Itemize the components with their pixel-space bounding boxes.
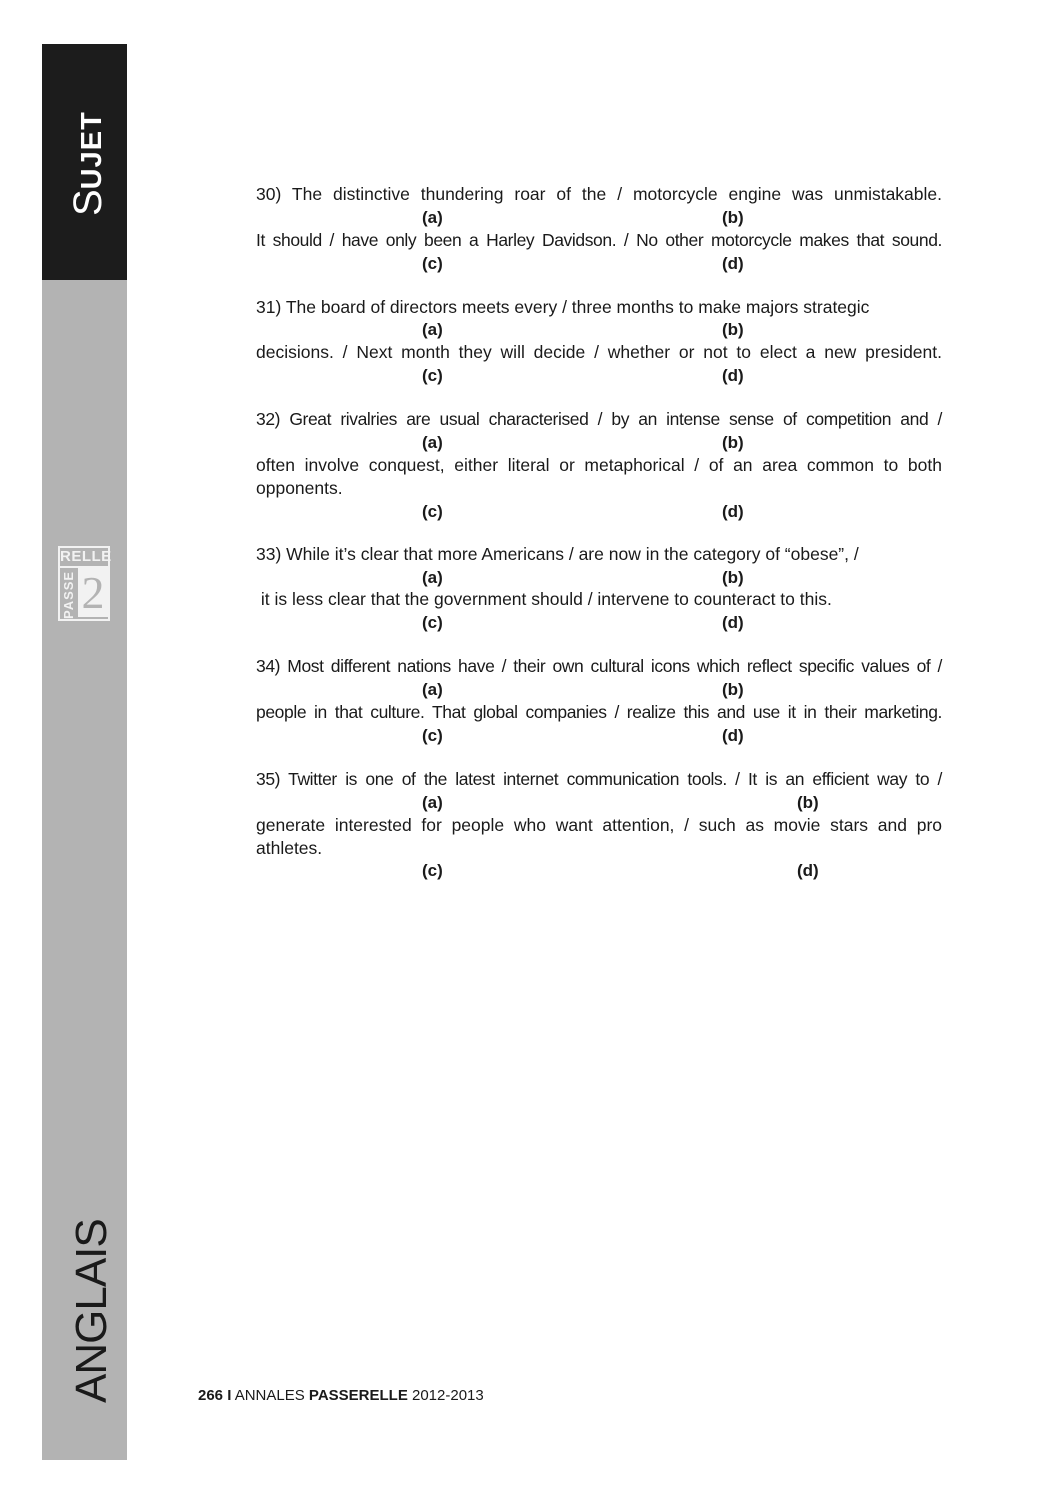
option-b-label: (b) bbox=[722, 680, 744, 699]
question-line: people in that culture. That global companies / realize this and use it in their marketing. bbox=[256, 702, 942, 722]
option-a-label: (a) bbox=[422, 208, 443, 227]
option-d-label: (d) bbox=[722, 366, 744, 385]
footer-separator: I bbox=[227, 1387, 232, 1404]
option-c-label: (c) bbox=[422, 861, 443, 880]
option-c-label: (c) bbox=[422, 726, 443, 745]
page-number: 266 bbox=[198, 1387, 224, 1404]
question-line: It should / have only been a Harley Davidson. / No other motorcycle makes that sound. bbox=[256, 230, 942, 250]
option-b-label: (b) bbox=[722, 208, 744, 227]
page-footer bbox=[198, 1386, 484, 1406]
option-a-label: (a) bbox=[422, 320, 443, 339]
option-c-label: (c) bbox=[422, 613, 443, 632]
option-d-label: (d) bbox=[722, 726, 744, 745]
section-label bbox=[68, 111, 108, 216]
footer-annales: ANNALES bbox=[234, 1387, 305, 1404]
option-d-label: (d) bbox=[797, 861, 819, 880]
option-b-label: (b) bbox=[722, 568, 744, 587]
option-a-label: (a) bbox=[422, 793, 443, 812]
question-line: athletes. bbox=[256, 838, 323, 858]
option-a-label: (a) bbox=[422, 433, 443, 452]
question-line: often involve conquest, either literal or metaphorical / of an area common to both bbox=[256, 455, 942, 475]
logo-number: 2 bbox=[78, 568, 108, 617]
footer-years: 2012-2013 bbox=[412, 1387, 484, 1404]
option-b-label: (b) bbox=[797, 793, 819, 812]
option-c-label: (c) bbox=[422, 502, 443, 521]
question-line: 30) The distinctive thundering roar of the / motorcycle engine was unmistakable. bbox=[256, 184, 942, 204]
question-line: 34) Most different nations have / their own cultural icons which reflect specific values of / bbox=[256, 656, 942, 676]
question-line: 32) Great rivalries are usual characterised / by an intense sense of competition and / bbox=[256, 409, 942, 429]
footer-brand: PASSERELLE bbox=[308, 1387, 408, 1404]
question-line: 31) The board of directors meets every / three months to make majors strategic bbox=[256, 297, 870, 317]
option-c-label: (c) bbox=[422, 254, 443, 273]
question-line: generate interested for people who want attention, / such as movie stars and pro bbox=[256, 815, 942, 835]
question-line: 33) While it’s clear that more Americans / are now in the category of “obese”, / bbox=[256, 544, 859, 564]
subject-label: ANGLAIS bbox=[67, 1219, 116, 1403]
question-line: it is less clear that the government should / intervene to counteract to this. bbox=[256, 589, 832, 609]
logo-top-text: RELLE bbox=[60, 548, 108, 568]
question-line: decisions. / Next month they will decide / whether or not to elect a new president. bbox=[256, 342, 942, 362]
option-a-label: (a) bbox=[422, 680, 443, 699]
option-d-label: (d) bbox=[722, 613, 744, 632]
question-line: opponents. bbox=[256, 478, 343, 498]
option-b-label: (b) bbox=[722, 433, 744, 452]
option-d-label: (d) bbox=[722, 502, 744, 521]
logo-side-text: PASSE bbox=[61, 570, 76, 619]
question-line: 35) Twitter is one of the latest internet communication tools. / It is an efficient way to / bbox=[256, 769, 942, 789]
passerelle-2-logo bbox=[58, 546, 110, 621]
option-a-label: (a) bbox=[422, 568, 443, 587]
option-b-label: (b) bbox=[722, 320, 744, 339]
section-label-initial: S bbox=[66, 189, 110, 216]
option-d-label: (d) bbox=[722, 254, 744, 273]
section-label-rest: UJET bbox=[76, 111, 108, 190]
option-c-label: (c) bbox=[422, 366, 443, 385]
